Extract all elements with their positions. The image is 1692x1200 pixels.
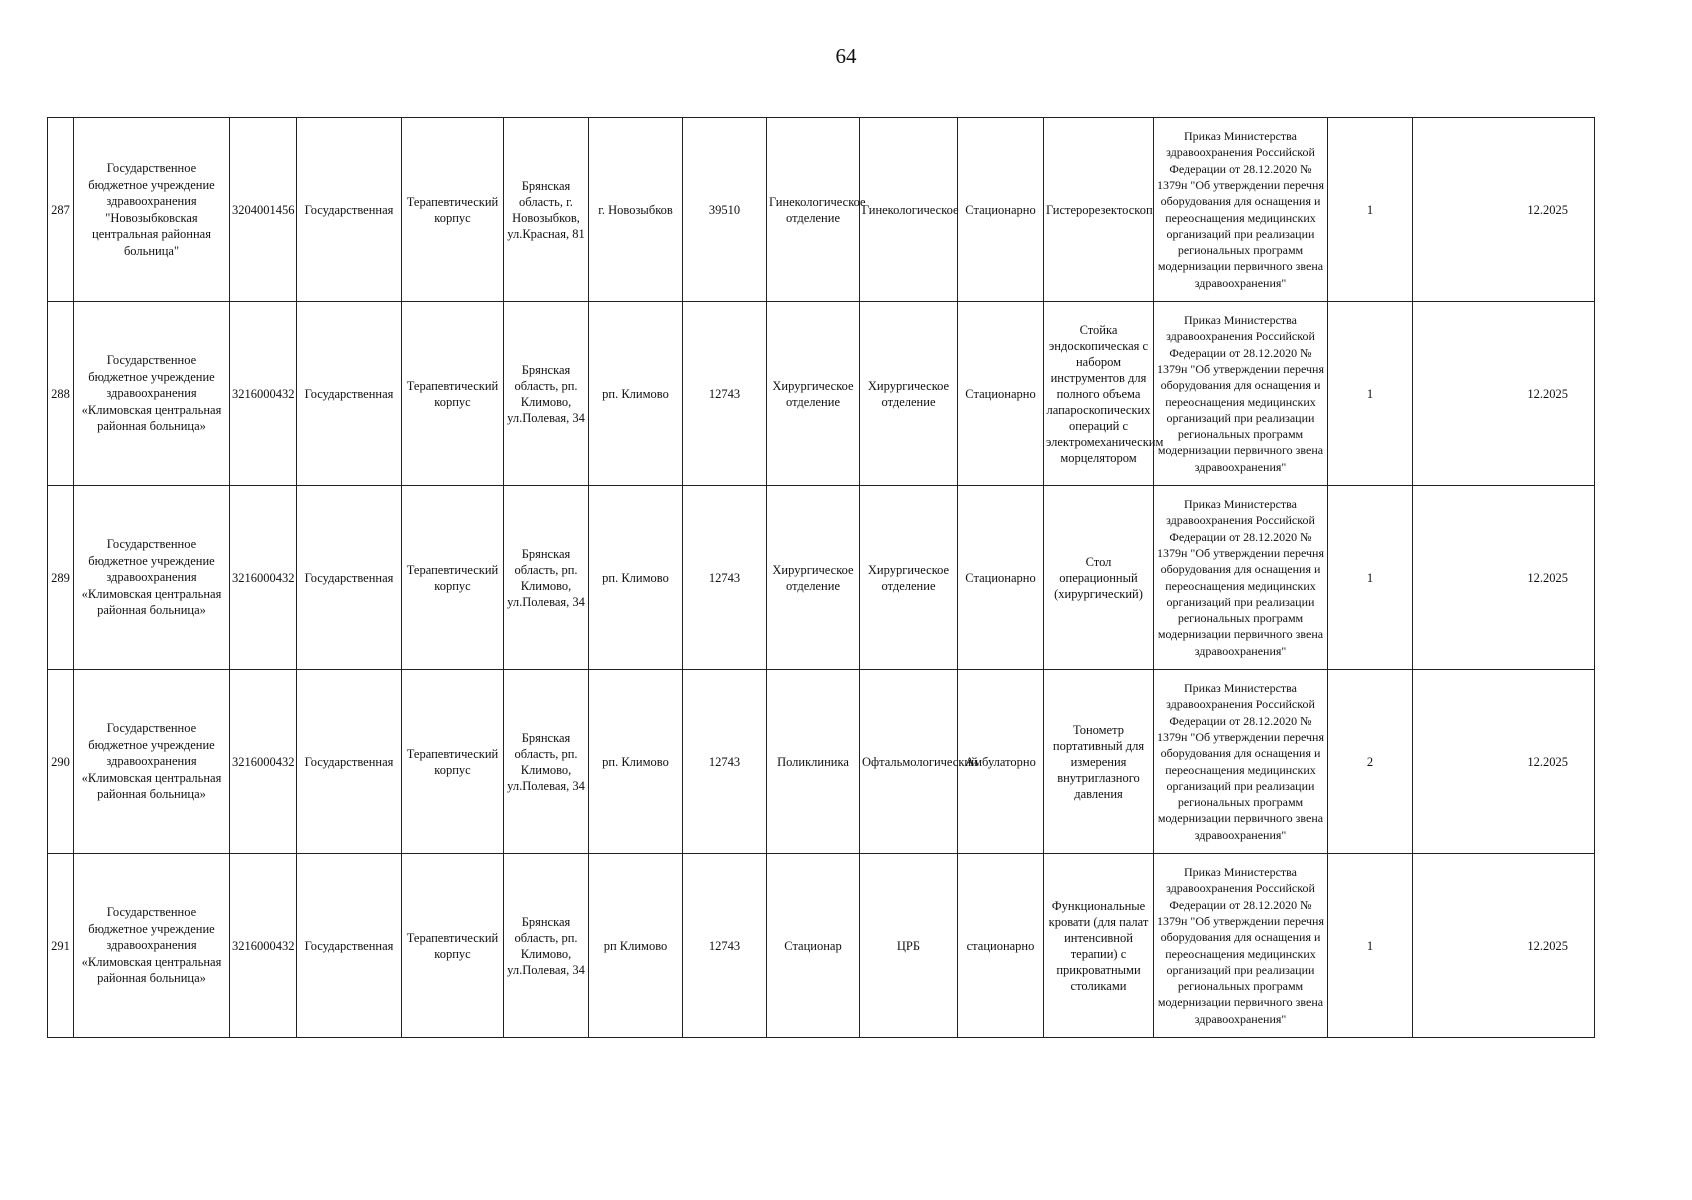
ownership-form-cell: Государственная xyxy=(297,118,402,302)
population-cell: 39510 xyxy=(683,118,767,302)
department-cell: Хирургическое отделение xyxy=(767,486,860,670)
inn-code-cell: 3216000432 xyxy=(230,854,297,1038)
quantity-cell: 1 xyxy=(1328,302,1413,486)
building-name-cell: Терапевтический корпус xyxy=(402,854,504,1038)
locality-cell: рп. Климово xyxy=(589,302,683,486)
medical-profile-cell: ЦРБ xyxy=(860,854,958,1038)
row-number-cell: 289 xyxy=(48,486,74,670)
department-cell: Стационар xyxy=(767,854,860,1038)
organization-name-cell: Государственное бюджетное учреждение здравоохранения "Новозыбковская центральная районная больница" xyxy=(74,118,230,302)
equipment-registry-table xyxy=(47,117,1595,1038)
row-number-cell: 287 xyxy=(48,118,74,302)
population-cell: 12743 xyxy=(683,486,767,670)
address-cell: Брянская область, рп. Климово, ул.Полевая, 34 xyxy=(504,486,589,670)
care-form-cell: Стационарно xyxy=(958,118,1044,302)
page-number: 64 xyxy=(835,44,857,68)
building-name-cell: Терапевтический корпус xyxy=(402,118,504,302)
address-cell: Брянская область, рп. Климово, ул.Полевая, 34 xyxy=(504,670,589,854)
ownership-form-cell: Государственная xyxy=(297,854,402,1038)
address-cell: Брянская область, рп. Климово, ул.Полевая, 34 xyxy=(504,854,589,1038)
table-row xyxy=(48,854,1595,1038)
inn-code-cell: 3204001456 xyxy=(230,118,297,302)
quantity-cell: 2 xyxy=(1328,670,1413,854)
medical-profile-cell: Гинекологическое xyxy=(860,118,958,302)
ownership-form-cell: Государственная xyxy=(297,302,402,486)
table-row xyxy=(48,486,1595,670)
regulatory-order-cell: Приказ Министерства здравоохранения Российской Федерации от 28.12.2020 № 1379н "Об утверждении перечня оборудования для оснащения и переоснащения медицинских организаций при реализации региональных программ модернизации первичного звена здравоохранения" xyxy=(1154,118,1328,302)
building-name-cell: Терапевтический корпус xyxy=(402,486,504,670)
organization-name-cell: Государственное бюджетное учреждение здравоохранения «Климовская центральная районная больница» xyxy=(74,670,230,854)
department-cell: Поликлиника xyxy=(767,670,860,854)
equipment-name-cell: Тонометр портативный для измерения внутриглазного давления xyxy=(1044,670,1154,854)
row-number-cell: 291 xyxy=(48,854,74,1038)
equipment-name-cell: Гистерорезектоскоп xyxy=(1044,118,1154,302)
department-cell: Хирургическое отделение xyxy=(767,302,860,486)
care-form-cell: стационарно xyxy=(958,854,1044,1038)
address-cell: Брянская область, г. Новозыбков, ул.Красная, 81 xyxy=(504,118,589,302)
locality-cell: рп. Климово xyxy=(589,670,683,854)
delivery-date-cell: 12.2025 xyxy=(1413,486,1595,670)
regulatory-order-cell: Приказ Министерства здравоохранения Российской Федерации от 28.12.2020 № 1379н "Об утверждении перечня оборудования для оснащения и переоснащения медицинских организаций при реализации региональных программ модернизации первичного звена здравоохранения" xyxy=(1154,670,1328,854)
row-number-cell: 290 xyxy=(48,670,74,854)
delivery-date-cell: 12.2025 xyxy=(1413,854,1595,1038)
equipment-name-cell: Стойка эндоскопическая с набором инструментов для полного объема лапароскопических операций с электромеханическим морцелятором xyxy=(1044,302,1154,486)
locality-cell: г. Новозыбков xyxy=(589,118,683,302)
registry-body xyxy=(48,118,1595,1038)
row-number-cell: 288 xyxy=(48,302,74,486)
department-cell: Гинекологическое отделение xyxy=(767,118,860,302)
building-name-cell: Терапевтический корпус xyxy=(402,302,504,486)
regulatory-order-cell: Приказ Министерства здравоохранения Российской Федерации от 28.12.2020 № 1379н "Об утверждении перечня оборудования для оснащения и переоснащения медицинских организаций при реализации региональных программ модернизации первичного звена здравоохранения" xyxy=(1154,486,1328,670)
inn-code-cell: 3216000432 xyxy=(230,302,297,486)
table-row xyxy=(48,118,1595,302)
medical-profile-cell: Офтальмологический xyxy=(860,670,958,854)
inn-code-cell: 3216000432 xyxy=(230,486,297,670)
medical-profile-cell: Хирургическое отделение xyxy=(860,302,958,486)
care-form-cell: Амбулаторно xyxy=(958,670,1044,854)
ownership-form-cell: Государственная xyxy=(297,486,402,670)
care-form-cell: Стационарно xyxy=(958,486,1044,670)
medical-profile-cell: Хирургическое отделение xyxy=(860,486,958,670)
building-name-cell: Терапевтический корпус xyxy=(402,670,504,854)
table-row xyxy=(48,670,1595,854)
quantity-cell: 1 xyxy=(1328,854,1413,1038)
quantity-cell: 1 xyxy=(1328,486,1413,670)
regulatory-order-cell: Приказ Министерства здравоохранения Российской Федерации от 28.12.2020 № 1379н "Об утверждении перечня оборудования для оснащения и переоснащения медицинских организаций при реализации региональных программ модернизации первичного звена здравоохранения" xyxy=(1154,302,1328,486)
delivery-date-cell: 12.2025 xyxy=(1413,302,1595,486)
address-cell: Брянская область, рп. Климово, ул.Полевая, 34 xyxy=(504,302,589,486)
organization-name-cell: Государственное бюджетное учреждение здравоохранения «Климовская центральная районная больница» xyxy=(74,854,230,1038)
population-cell: 12743 xyxy=(683,670,767,854)
quantity-cell: 1 xyxy=(1328,118,1413,302)
inn-code-cell: 3216000432 xyxy=(230,670,297,854)
locality-cell: рп Климово xyxy=(589,854,683,1038)
population-cell: 12743 xyxy=(683,302,767,486)
regulatory-order-cell: Приказ Министерства здравоохранения Российской Федерации от 28.12.2020 № 1379н "Об утверждении перечня оборудования для оснащения и переоснащения медицинских организаций при реализации региональных программ модернизации первичного звена здравоохранения" xyxy=(1154,854,1328,1038)
organization-name-cell: Государственное бюджетное учреждение здравоохранения «Климовская центральная районная больница» xyxy=(74,486,230,670)
organization-name-cell: Государственное бюджетное учреждение здравоохранения «Климовская центральная районная больница» xyxy=(74,302,230,486)
population-cell: 12743 xyxy=(683,854,767,1038)
care-form-cell: Стационарно xyxy=(958,302,1044,486)
equipment-name-cell: Функциональные кровати (для палат интенсивной терапии) с прикроватными столиками xyxy=(1044,854,1154,1038)
delivery-date-cell: 12.2025 xyxy=(1413,670,1595,854)
ownership-form-cell: Государственная xyxy=(297,670,402,854)
equipment-name-cell: Стол операционный (хирургический) xyxy=(1044,486,1154,670)
delivery-date-cell: 12.2025 xyxy=(1413,118,1595,302)
locality-cell: рп. Климово xyxy=(589,486,683,670)
table-row xyxy=(48,302,1595,486)
